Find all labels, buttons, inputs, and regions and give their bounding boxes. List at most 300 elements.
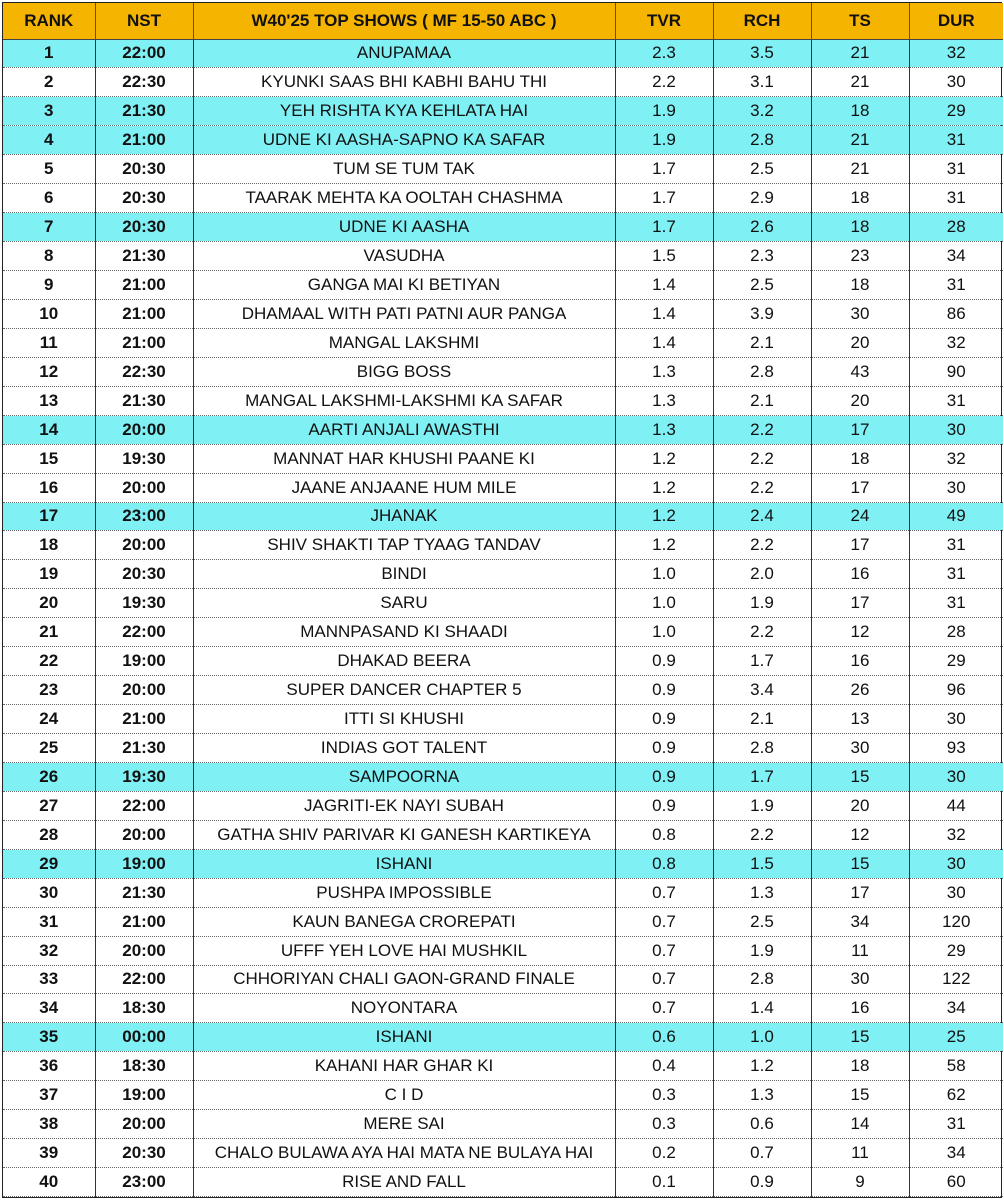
rch-cell: 2.2 bbox=[713, 618, 811, 647]
show-name-cell: BINDI bbox=[193, 560, 615, 589]
tvr-cell: 1.2 bbox=[615, 502, 713, 531]
table-row bbox=[3, 1110, 1003, 1139]
table-row bbox=[3, 68, 1003, 97]
dur-cell: 32 bbox=[909, 39, 1003, 68]
rch-cell: 2.4 bbox=[713, 502, 811, 531]
rch-cell: 1.7 bbox=[713, 647, 811, 676]
dur-cell: 31 bbox=[909, 560, 1003, 589]
rch-cell: 3.9 bbox=[713, 299, 811, 328]
tvr-cell: 1.0 bbox=[615, 560, 713, 589]
nst-cell: 23:00 bbox=[95, 1168, 193, 1197]
rank-cell: 32 bbox=[3, 936, 95, 965]
ts-cell: 43 bbox=[811, 357, 909, 386]
nst-cell: 20:30 bbox=[95, 560, 193, 589]
rank-cell: 3 bbox=[3, 97, 95, 126]
rch-cell: 1.9 bbox=[713, 589, 811, 618]
tvr-cell: 1.0 bbox=[615, 618, 713, 647]
show-name-cell: SAMPOORNA bbox=[193, 762, 615, 791]
ts-cell: 14 bbox=[811, 1110, 909, 1139]
nst-cell: 20:30 bbox=[95, 213, 193, 242]
rank-cell: 2 bbox=[3, 68, 95, 97]
rch-cell: 2.0 bbox=[713, 560, 811, 589]
show-name-cell: VASUDHA bbox=[193, 242, 615, 271]
rank-cell: 16 bbox=[3, 473, 95, 502]
ts-cell: 34 bbox=[811, 907, 909, 936]
nst-cell: 22:30 bbox=[95, 68, 193, 97]
table-row bbox=[3, 994, 1003, 1023]
ts-cell: 11 bbox=[811, 936, 909, 965]
show-name-cell: AARTI ANJALI AWASTHI bbox=[193, 415, 615, 444]
dur-cell: 29 bbox=[909, 936, 1003, 965]
rch-cell: 0.7 bbox=[713, 1139, 811, 1168]
nst-cell: 19:00 bbox=[95, 647, 193, 676]
ts-cell: 15 bbox=[811, 849, 909, 878]
tvr-cell: 1.5 bbox=[615, 242, 713, 271]
show-name-cell: KYUNKI SAAS BHI KABHI BAHU THI bbox=[193, 68, 615, 97]
top-shows-table bbox=[3, 3, 1003, 1197]
dur-cell: 58 bbox=[909, 1052, 1003, 1081]
nst-cell: 21:30 bbox=[95, 242, 193, 271]
rank-column-header: RANK bbox=[3, 3, 95, 39]
rank-cell: 13 bbox=[3, 386, 95, 415]
dur-cell: 96 bbox=[909, 676, 1003, 705]
rank-cell: 30 bbox=[3, 878, 95, 907]
rch-cell: 2.2 bbox=[713, 820, 811, 849]
rank-cell: 8 bbox=[3, 242, 95, 271]
table-row bbox=[3, 1168, 1003, 1197]
dur-cell: 34 bbox=[909, 242, 1003, 271]
nst-cell: 19:30 bbox=[95, 444, 193, 473]
rch-cell: 2.2 bbox=[713, 473, 811, 502]
nst-cell: 18:30 bbox=[95, 1052, 193, 1081]
tvr-cell: 1.7 bbox=[615, 155, 713, 184]
rank-cell: 5 bbox=[3, 155, 95, 184]
rch-cell: 2.8 bbox=[713, 357, 811, 386]
dur-cell: 30 bbox=[909, 849, 1003, 878]
table-row bbox=[3, 502, 1003, 531]
rch-cell: 2.8 bbox=[713, 734, 811, 763]
show-name-cell: JHANAK bbox=[193, 502, 615, 531]
dur-cell: 31 bbox=[909, 126, 1003, 155]
rank-cell: 27 bbox=[3, 791, 95, 820]
ts-cell: 21 bbox=[811, 68, 909, 97]
ts-cell: 30 bbox=[811, 299, 909, 328]
ts-cell: 15 bbox=[811, 762, 909, 791]
table-row bbox=[3, 531, 1003, 560]
ts-cell: 9 bbox=[811, 1168, 909, 1197]
dur-cell: 29 bbox=[909, 647, 1003, 676]
dur-cell: 30 bbox=[909, 473, 1003, 502]
ts-cell: 18 bbox=[811, 271, 909, 300]
table-row bbox=[3, 126, 1003, 155]
show-name-cell: PUSHPA IMPOSSIBLE bbox=[193, 878, 615, 907]
dur-cell: 29 bbox=[909, 97, 1003, 126]
tvr-cell: 0.7 bbox=[615, 907, 713, 936]
table-row bbox=[3, 936, 1003, 965]
ratings-sheet bbox=[2, 2, 1002, 1198]
tvr-cell: 1.0 bbox=[615, 589, 713, 618]
tvr-cell: 0.9 bbox=[615, 791, 713, 820]
rank-cell: 9 bbox=[3, 271, 95, 300]
tvr-column-header: TVR bbox=[615, 3, 713, 39]
ts-cell: 12 bbox=[811, 820, 909, 849]
rank-cell: 4 bbox=[3, 126, 95, 155]
ts-cell: 20 bbox=[811, 791, 909, 820]
show-name-cell: BIGG BOSS bbox=[193, 357, 615, 386]
show-name-cell: ITTI SI KHUSHI bbox=[193, 705, 615, 734]
table-row bbox=[3, 184, 1003, 213]
ts-cell: 24 bbox=[811, 502, 909, 531]
ts-cell: 20 bbox=[811, 328, 909, 357]
ts-cell: 11 bbox=[811, 1139, 909, 1168]
rank-cell: 7 bbox=[3, 213, 95, 242]
rank-cell: 31 bbox=[3, 907, 95, 936]
rank-cell: 12 bbox=[3, 357, 95, 386]
show-name-cell: KAHANI HAR GHAR KI bbox=[193, 1052, 615, 1081]
dur-cell: 31 bbox=[909, 531, 1003, 560]
tvr-cell: 0.8 bbox=[615, 849, 713, 878]
nst-cell: 00:00 bbox=[95, 1023, 193, 1052]
rch-cell: 2.8 bbox=[713, 965, 811, 994]
nst-cell: 20:00 bbox=[95, 676, 193, 705]
rch-cell: 1.5 bbox=[713, 849, 811, 878]
ts-cell: 17 bbox=[811, 415, 909, 444]
rank-cell: 18 bbox=[3, 531, 95, 560]
rank-cell: 39 bbox=[3, 1139, 95, 1168]
rank-cell: 21 bbox=[3, 618, 95, 647]
tvr-cell: 0.3 bbox=[615, 1110, 713, 1139]
dur-cell: 44 bbox=[909, 791, 1003, 820]
nst-cell: 20:00 bbox=[95, 936, 193, 965]
table-row bbox=[3, 39, 1003, 68]
rch-cell: 1.3 bbox=[713, 1081, 811, 1110]
ts-cell: 17 bbox=[811, 473, 909, 502]
rank-cell: 15 bbox=[3, 444, 95, 473]
nst-cell: 20:00 bbox=[95, 531, 193, 560]
ts-cell: 16 bbox=[811, 994, 909, 1023]
table-title: W40'25 TOP SHOWS ( MF 15-50 ABC ) bbox=[193, 3, 615, 39]
table-row bbox=[3, 328, 1003, 357]
show-name-cell: KAUN BANEGA CROREPATI bbox=[193, 907, 615, 936]
table-header bbox=[3, 3, 1003, 39]
ts-cell: 17 bbox=[811, 589, 909, 618]
tvr-cell: 1.4 bbox=[615, 271, 713, 300]
show-name-cell: GATHA SHIV PARIVAR KI GANESH KARTIKEYA bbox=[193, 820, 615, 849]
dur-cell: 34 bbox=[909, 994, 1003, 1023]
ts-cell: 21 bbox=[811, 126, 909, 155]
rch-cell: 2.1 bbox=[713, 328, 811, 357]
rank-cell: 38 bbox=[3, 1110, 95, 1139]
ts-cell: 18 bbox=[811, 444, 909, 473]
rch-cell: 0.6 bbox=[713, 1110, 811, 1139]
dur-cell: 28 bbox=[909, 213, 1003, 242]
nst-cell: 20:30 bbox=[95, 184, 193, 213]
nst-cell: 22:00 bbox=[95, 618, 193, 647]
tvr-cell: 1.4 bbox=[615, 328, 713, 357]
ts-cell: 20 bbox=[811, 386, 909, 415]
show-name-cell: ISHANI bbox=[193, 1023, 615, 1052]
show-name-cell: SUPER DANCER CHAPTER 5 bbox=[193, 676, 615, 705]
rch-cell: 2.9 bbox=[713, 184, 811, 213]
show-name-cell: MANGAL LAKSHMI bbox=[193, 328, 615, 357]
nst-cell: 19:30 bbox=[95, 762, 193, 791]
show-name-cell: SARU bbox=[193, 589, 615, 618]
rank-cell: 1 bbox=[3, 39, 95, 68]
table-row bbox=[3, 1023, 1003, 1052]
rank-cell: 33 bbox=[3, 965, 95, 994]
tvr-cell: 0.3 bbox=[615, 1081, 713, 1110]
tvr-cell: 0.7 bbox=[615, 936, 713, 965]
table-row bbox=[3, 589, 1003, 618]
dur-cell: 93 bbox=[909, 734, 1003, 763]
tvr-cell: 0.8 bbox=[615, 820, 713, 849]
rank-cell: 24 bbox=[3, 705, 95, 734]
tvr-cell: 2.3 bbox=[615, 39, 713, 68]
tvr-cell: 0.7 bbox=[615, 878, 713, 907]
show-name-cell: DHAMAAL WITH PATI PATNI AUR PANGA bbox=[193, 299, 615, 328]
nst-cell: 18:30 bbox=[95, 994, 193, 1023]
tvr-cell: 0.4 bbox=[615, 1052, 713, 1081]
dur-cell: 49 bbox=[909, 502, 1003, 531]
nst-cell: 21:00 bbox=[95, 328, 193, 357]
show-name-cell: MERE SAI bbox=[193, 1110, 615, 1139]
rank-cell: 36 bbox=[3, 1052, 95, 1081]
rank-cell: 17 bbox=[3, 502, 95, 531]
tvr-cell: 1.7 bbox=[615, 213, 713, 242]
show-name-cell: INDIAS GOT TALENT bbox=[193, 734, 615, 763]
rch-cell: 1.2 bbox=[713, 1052, 811, 1081]
nst-cell: 20:30 bbox=[95, 155, 193, 184]
table-row bbox=[3, 1052, 1003, 1081]
rank-cell: 29 bbox=[3, 849, 95, 878]
table-row bbox=[3, 213, 1003, 242]
tvr-cell: 1.2 bbox=[615, 473, 713, 502]
dur-cell: 60 bbox=[909, 1168, 1003, 1197]
rch-cell: 2.6 bbox=[713, 213, 811, 242]
show-name-cell: UDNE KI AASHA-SAPNO KA SAFAR bbox=[193, 126, 615, 155]
nst-cell: 20:00 bbox=[95, 473, 193, 502]
dur-cell: 30 bbox=[909, 705, 1003, 734]
rch-cell: 2.2 bbox=[713, 415, 811, 444]
rank-cell: 35 bbox=[3, 1023, 95, 1052]
tvr-cell: 1.7 bbox=[615, 184, 713, 213]
tvr-cell: 0.1 bbox=[615, 1168, 713, 1197]
show-name-cell: SHIV SHAKTI TAP TYAAG TANDAV bbox=[193, 531, 615, 560]
rank-cell: 22 bbox=[3, 647, 95, 676]
ts-cell: 18 bbox=[811, 184, 909, 213]
nst-cell: 22:30 bbox=[95, 357, 193, 386]
show-name-cell: C I D bbox=[193, 1081, 615, 1110]
nst-cell: 20:00 bbox=[95, 820, 193, 849]
table-row bbox=[3, 618, 1003, 647]
nst-cell: 22:00 bbox=[95, 39, 193, 68]
rch-cell: 3.5 bbox=[713, 39, 811, 68]
table-row bbox=[3, 97, 1003, 126]
show-name-cell: GANGA MAI KI BETIYAN bbox=[193, 271, 615, 300]
ts-cell: 18 bbox=[811, 213, 909, 242]
ts-cell: 26 bbox=[811, 676, 909, 705]
tvr-cell: 0.9 bbox=[615, 762, 713, 791]
rank-cell: 28 bbox=[3, 820, 95, 849]
nst-column-header: NST bbox=[95, 3, 193, 39]
tvr-cell: 0.9 bbox=[615, 676, 713, 705]
tvr-cell: 1.3 bbox=[615, 357, 713, 386]
tvr-cell: 0.6 bbox=[615, 1023, 713, 1052]
rank-cell: 11 bbox=[3, 328, 95, 357]
nst-cell: 20:00 bbox=[95, 1110, 193, 1139]
table-row bbox=[3, 965, 1003, 994]
rch-cell: 1.9 bbox=[713, 936, 811, 965]
rank-cell: 6 bbox=[3, 184, 95, 213]
nst-cell: 20:00 bbox=[95, 415, 193, 444]
tvr-cell: 0.7 bbox=[615, 994, 713, 1023]
rch-cell: 1.9 bbox=[713, 791, 811, 820]
nst-cell: 19:30 bbox=[95, 589, 193, 618]
nst-cell: 19:00 bbox=[95, 849, 193, 878]
dur-cell: 31 bbox=[909, 184, 1003, 213]
nst-cell: 21:00 bbox=[95, 126, 193, 155]
table-row bbox=[3, 705, 1003, 734]
dur-cell: 120 bbox=[909, 907, 1003, 936]
dur-cell: 31 bbox=[909, 1110, 1003, 1139]
nst-cell: 21:30 bbox=[95, 734, 193, 763]
show-name-cell: TUM SE TUM TAK bbox=[193, 155, 615, 184]
show-name-cell: MANNAT HAR KHUSHI PAANE KI bbox=[193, 444, 615, 473]
header-row bbox=[3, 3, 1003, 39]
ts-cell: 30 bbox=[811, 965, 909, 994]
dur-cell: 31 bbox=[909, 589, 1003, 618]
rch-cell: 1.7 bbox=[713, 762, 811, 791]
rank-cell: 37 bbox=[3, 1081, 95, 1110]
dur-cell: 62 bbox=[909, 1081, 1003, 1110]
dur-cell: 32 bbox=[909, 328, 1003, 357]
dur-column-header: DUR bbox=[909, 3, 1003, 39]
table-row bbox=[3, 155, 1003, 184]
rank-cell: 25 bbox=[3, 734, 95, 763]
ts-cell: 15 bbox=[811, 1023, 909, 1052]
tvr-cell: 1.9 bbox=[615, 97, 713, 126]
dur-cell: 31 bbox=[909, 386, 1003, 415]
table-body bbox=[3, 39, 1003, 1197]
table-row bbox=[3, 271, 1003, 300]
table-row bbox=[3, 849, 1003, 878]
tvr-cell: 0.9 bbox=[615, 705, 713, 734]
dur-cell: 30 bbox=[909, 415, 1003, 444]
ts-cell: 12 bbox=[811, 618, 909, 647]
rch-cell: 2.5 bbox=[713, 155, 811, 184]
show-name-cell: ISHANI bbox=[193, 849, 615, 878]
tvr-cell: 2.2 bbox=[615, 68, 713, 97]
show-name-cell: DHAKAD BEERA bbox=[193, 647, 615, 676]
show-name-cell: UDNE KI AASHA bbox=[193, 213, 615, 242]
rch-cell: 1.0 bbox=[713, 1023, 811, 1052]
dur-cell: 34 bbox=[909, 1139, 1003, 1168]
nst-cell: 22:00 bbox=[95, 791, 193, 820]
show-name-cell: TAARAK MEHTA KA OOLTAH CHASHMA bbox=[193, 184, 615, 213]
dur-cell: 28 bbox=[909, 618, 1003, 647]
nst-cell: 21:30 bbox=[95, 878, 193, 907]
tvr-cell: 1.2 bbox=[615, 531, 713, 560]
show-name-cell: RISE AND FALL bbox=[193, 1168, 615, 1197]
show-name-cell: YEH RISHTA KYA KEHLATA HAI bbox=[193, 97, 615, 126]
rank-cell: 20 bbox=[3, 589, 95, 618]
nst-cell: 20:30 bbox=[95, 1139, 193, 1168]
tvr-cell: 0.2 bbox=[615, 1139, 713, 1168]
table-row bbox=[3, 791, 1003, 820]
tvr-cell: 1.4 bbox=[615, 299, 713, 328]
tvr-cell: 0.9 bbox=[615, 734, 713, 763]
ts-cell: 23 bbox=[811, 242, 909, 271]
show-name-cell: NOYONTARA bbox=[193, 994, 615, 1023]
show-name-cell: JAGRITI-EK NAYI SUBAH bbox=[193, 791, 615, 820]
tvr-cell: 0.9 bbox=[615, 647, 713, 676]
nst-cell: 19:00 bbox=[95, 1081, 193, 1110]
table-row bbox=[3, 444, 1003, 473]
rank-cell: 10 bbox=[3, 299, 95, 328]
table-row bbox=[3, 415, 1003, 444]
rank-cell: 40 bbox=[3, 1168, 95, 1197]
rch-cell: 0.9 bbox=[713, 1168, 811, 1197]
tvr-cell: 1.3 bbox=[615, 415, 713, 444]
rch-cell: 3.1 bbox=[713, 68, 811, 97]
table-row bbox=[3, 878, 1003, 907]
ts-cell: 21 bbox=[811, 155, 909, 184]
table-row bbox=[3, 242, 1003, 271]
rch-cell: 3.4 bbox=[713, 676, 811, 705]
table-row bbox=[3, 560, 1003, 589]
rch-cell: 2.5 bbox=[713, 907, 811, 936]
ts-cell: 17 bbox=[811, 531, 909, 560]
rch-cell: 1.3 bbox=[713, 878, 811, 907]
rch-cell: 2.3 bbox=[713, 242, 811, 271]
dur-cell: 86 bbox=[909, 299, 1003, 328]
ts-cell: 21 bbox=[811, 39, 909, 68]
show-name-cell: CHHORIYAN CHALI GAON-GRAND FINALE bbox=[193, 965, 615, 994]
table-row bbox=[3, 357, 1003, 386]
table-row bbox=[3, 907, 1003, 936]
ts-cell: 15 bbox=[811, 1081, 909, 1110]
show-name-cell: MANNPASAND KI SHAADI bbox=[193, 618, 615, 647]
rch-cell: 2.2 bbox=[713, 444, 811, 473]
rch-cell: 2.5 bbox=[713, 271, 811, 300]
dur-cell: 30 bbox=[909, 762, 1003, 791]
table-row bbox=[3, 734, 1003, 763]
ts-cell: 18 bbox=[811, 1052, 909, 1081]
nst-cell: 22:00 bbox=[95, 965, 193, 994]
nst-cell: 23:00 bbox=[95, 502, 193, 531]
show-name-cell: ANUPAMAA bbox=[193, 39, 615, 68]
nst-cell: 21:00 bbox=[95, 705, 193, 734]
nst-cell: 21:30 bbox=[95, 97, 193, 126]
dur-cell: 25 bbox=[909, 1023, 1003, 1052]
ts-cell: 16 bbox=[811, 560, 909, 589]
rank-cell: 19 bbox=[3, 560, 95, 589]
dur-cell: 32 bbox=[909, 444, 1003, 473]
table-row bbox=[3, 1081, 1003, 1110]
ts-column-header: TS bbox=[811, 3, 909, 39]
tvr-cell: 1.2 bbox=[615, 444, 713, 473]
table-row bbox=[3, 299, 1003, 328]
dur-cell: 31 bbox=[909, 155, 1003, 184]
ts-cell: 17 bbox=[811, 878, 909, 907]
tvr-cell: 1.9 bbox=[615, 126, 713, 155]
show-name-cell: MANGAL LAKSHMI-LAKSHMI KA SAFAR bbox=[193, 386, 615, 415]
nst-cell: 21:30 bbox=[95, 386, 193, 415]
nst-cell: 21:00 bbox=[95, 299, 193, 328]
dur-cell: 122 bbox=[909, 965, 1003, 994]
tvr-cell: 1.3 bbox=[615, 386, 713, 415]
rch-cell: 2.1 bbox=[713, 705, 811, 734]
